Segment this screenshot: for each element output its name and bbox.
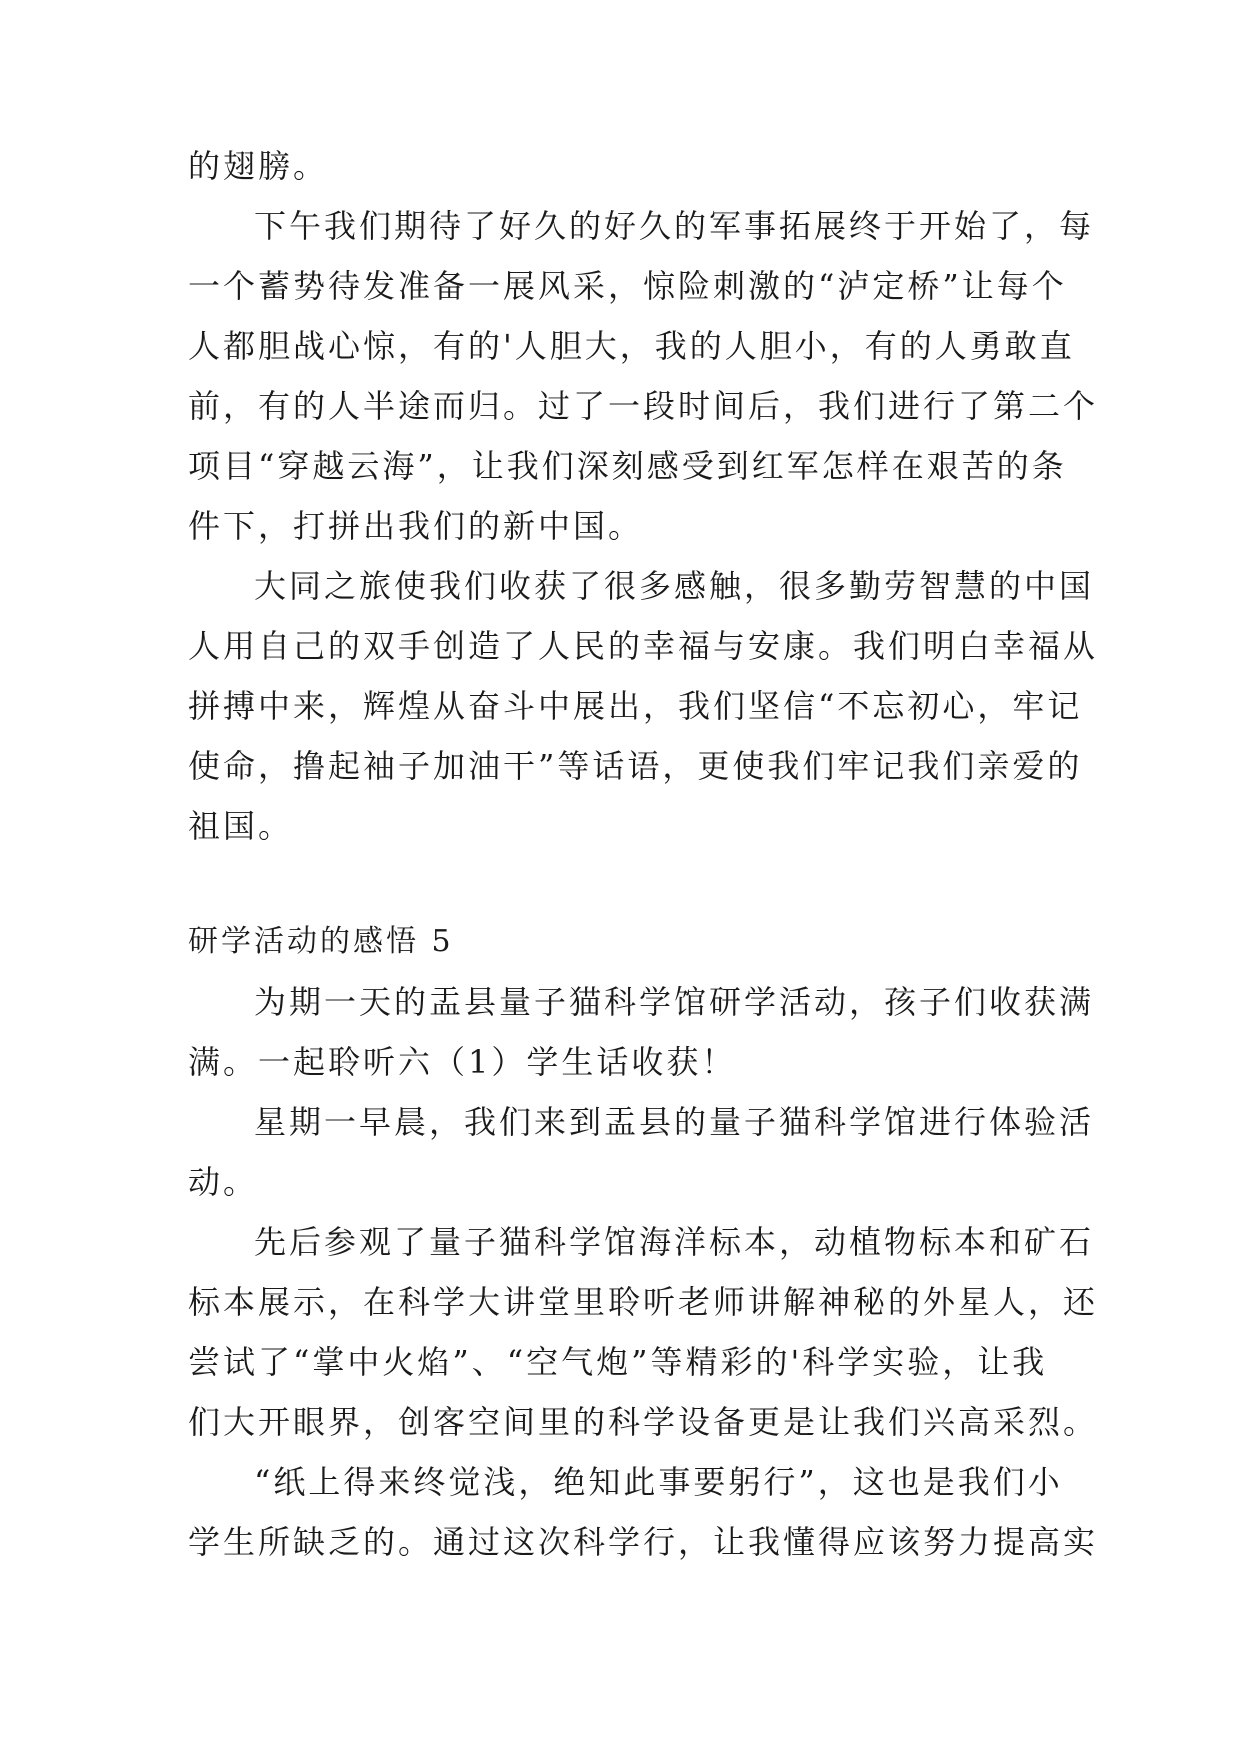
- paragraph-line: 一个蓄势待发准备一展风采，惊险刺激的“泸定桥”让每个: [188, 267, 1067, 305]
- paragraph-line: 项目“穿越云海”，让我们深刻感受到红军怎样在艰苦的条: [188, 447, 1067, 485]
- paragraph-line: 们大开眼界，创客空间里的科学设备更是让我们兴高采烈。: [188, 1403, 1099, 1441]
- paragraph-line: 人用自己的双手创造了人民的幸福与安康。我们明白幸福从: [188, 627, 1099, 665]
- section-heading: 研学活动的感悟 5: [188, 924, 454, 959]
- paragraph-line: 下午我们期待了好久的好久的军事拓展终于开始了，每: [254, 207, 1095, 245]
- paragraph-line: 大同之旅使我们收获了很多感触，很多勤劳智慧的中国: [254, 567, 1095, 605]
- paragraph-line: 前，有的人半途而归。过了一段时间后，我们进行了第二个: [188, 387, 1099, 425]
- paragraph-line: 使命，撸起袖子加油干”等话语，更使我们牢记我们亲爱的: [188, 747, 1083, 785]
- paragraph-line: 人都胆战心惊，有的'人胆大，我的人胆小，有的人勇敢直: [188, 327, 1075, 365]
- paragraph-line: 动。: [188, 1163, 259, 1201]
- paragraph-line: 星期一早晨，我们来到盂县的量子猫科学馆进行体验活: [254, 1103, 1095, 1141]
- body-text-top: [188, 136, 1099, 856]
- paragraph-line: 学生所缺乏的。通过这次科学行，让我懂得应该努力提高实: [188, 1523, 1099, 1561]
- paragraph-line: 标本展示，在科学大讲堂里聆听老师讲解神秘的外星人，还: [188, 1283, 1099, 1321]
- paragraph-line: 的翅膀。: [188, 147, 329, 185]
- paragraph-line: 尝试了“掌中火焰”、“空气炮”等精彩的'科学实验，让我: [188, 1343, 1048, 1381]
- paragraph-line: 祖国。: [188, 807, 294, 845]
- paragraph-line: 先后参观了量子猫科学馆海洋标本，动植物标本和矿石: [254, 1223, 1095, 1261]
- paragraph-line: “纸上得来终觉浅，绝知此事要躬行”，这也是我们小: [254, 1463, 1063, 1501]
- section-heading-block: [188, 912, 1056, 972]
- paragraph-line: 件下，打拼出我们的新中国。: [188, 507, 644, 545]
- paragraph-line: 满。一起聆听六（1）学生话收获！: [188, 1043, 737, 1081]
- paragraph-line: 拼搏中来，辉煌从奋斗中展出，我们坚信“不忘初心，牢记: [188, 687, 1083, 725]
- paragraph-line: 为期一天的盂县量子猫科学馆研学活动，孩子们收获满: [254, 983, 1095, 1021]
- body-text-bottom: [188, 972, 1099, 1572]
